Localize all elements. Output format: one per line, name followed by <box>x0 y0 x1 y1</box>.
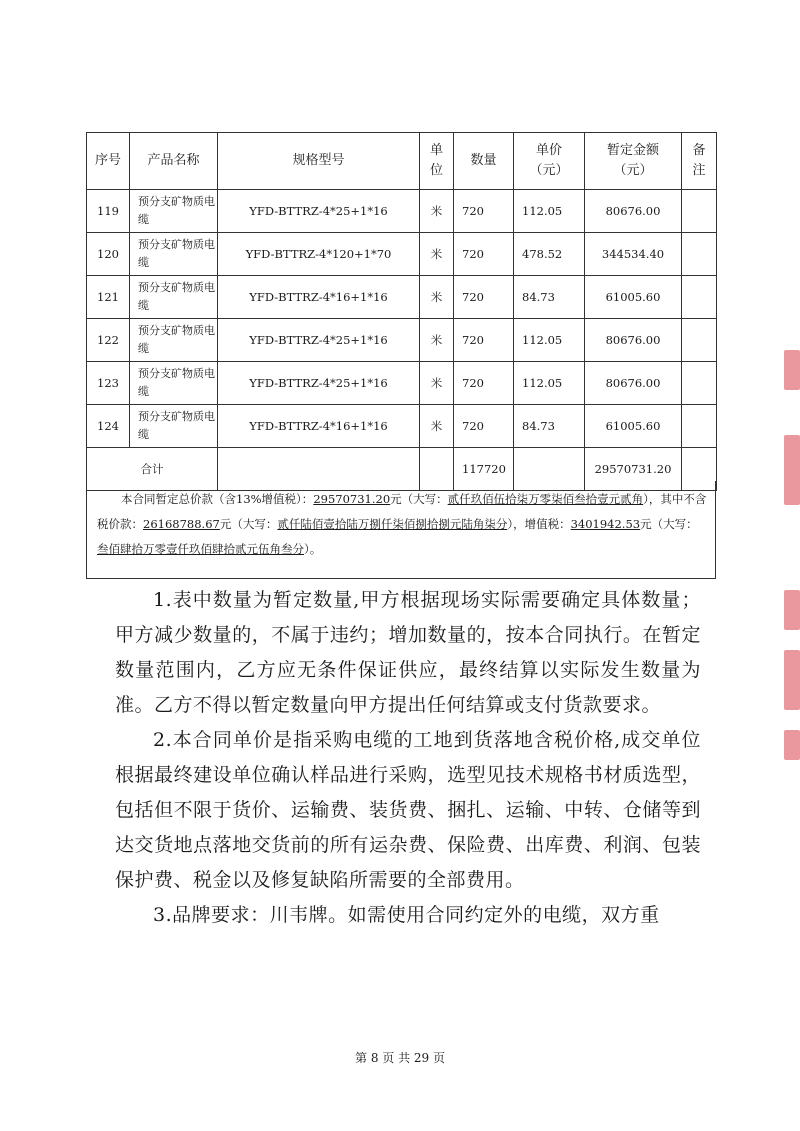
summary-text-5: ），增值税： <box>507 517 571 531</box>
cell-unit: 米 <box>420 276 454 319</box>
table-row <box>87 190 717 233</box>
cell-remark <box>682 405 717 448</box>
cell-spec: YFD-BTTRZ-4*25+1*16 <box>218 319 420 362</box>
clause-1: 1.表中数量为暂定数量,甲方根据现场实际需要确定具体数量；甲方减少数量的，不属于违约；增加数量的，按本合同执行。在暂定数量范围内，乙方应无条件保证供应，最终结算以实际发生数量为准。乙方不得以暂定数量向甲方提出任何结算或支付货款要求。 <box>115 589 701 716</box>
table-row <box>87 405 717 448</box>
cell-spec: YFD-BTTRZ-4*120+1*70 <box>218 233 420 276</box>
header-amount: 暂定金额（元） <box>585 133 682 190</box>
cell-name: 预分支矿物质电缆 <box>130 362 218 405</box>
total-qty: 117720 <box>454 448 514 491</box>
summary-text-7: ）。 <box>304 542 322 556</box>
cell-unit: 米 <box>420 319 454 362</box>
total-excl-tax-words: 贰仟陆佰壹拾陆万捌仟柒佰捌拾捌元陆角柒分 <box>277 517 508 531</box>
cell-no: 121 <box>87 276 130 319</box>
table-row <box>87 276 717 319</box>
cell-spec: YFD-BTTRZ-4*16+1*16 <box>218 276 420 319</box>
clause-2: 2.本合同单价是指采购电缆的工地到货落地含税价格,成交单位根据最终建设单位确认样品进行采购，选型见技术规格书材质选型，包括但不限于货价、运输费、装货费、捆扎、运输、中转、仓储等到达交货地点落地交货前的所有运杂费、保险费、出库费、利润、包装保护费、税金以及修复缺陷所需要的全部费用。 <box>115 729 701 891</box>
clause-3: 3.品牌要求：川韦牌。如需使用合同约定外的电缆，双方重 <box>153 904 660 926</box>
table-row <box>87 233 717 276</box>
cell-spec: YFD-BTTRZ-4*25+1*16 <box>218 362 420 405</box>
cell-name: 预分支矿物质电缆 <box>130 405 218 448</box>
header-spec: 规格型号 <box>218 133 420 190</box>
cell-amount: 344534.40 <box>585 233 682 276</box>
vat-amount: 3401942.53 <box>570 517 641 531</box>
page-number: 第 8 页 共 29 页 <box>355 1051 445 1065</box>
cell-qty: 720 <box>454 405 514 448</box>
seal-edge-stamp <box>784 350 800 770</box>
cell-qty: 720 <box>454 190 514 233</box>
total-excl-tax: 26168788.67 <box>143 517 220 531</box>
cell-unit: 米 <box>420 405 454 448</box>
cell-unit: 米 <box>420 362 454 405</box>
contract-clauses <box>115 583 701 933</box>
table-row <box>87 362 717 405</box>
table-row <box>87 319 717 362</box>
cell-remark <box>682 276 717 319</box>
summary-text-4: 元（大写： <box>219 517 278 531</box>
total-incl-tax-words: 贰仟玖佰伍拾柒万零柒佰叁拾壹元贰角 <box>447 492 644 506</box>
cell-qty: 720 <box>454 362 514 405</box>
cell-remark <box>682 319 717 362</box>
total-amount: 29570731.20 <box>585 448 682 491</box>
header-no: 序号 <box>87 133 130 190</box>
cell-name: 预分支矿物质电缆 <box>130 190 218 233</box>
cell-remark <box>682 190 717 233</box>
cell-qty: 720 <box>454 233 514 276</box>
cell-amount: 80676.00 <box>585 362 682 405</box>
price-table <box>86 132 717 491</box>
cell-no: 119 <box>87 190 130 233</box>
cell-no: 123 <box>87 362 130 405</box>
cell-name: 预分支矿物质电缆 <box>130 233 218 276</box>
cell-name: 预分支矿物质电缆 <box>130 276 218 319</box>
cell-remark <box>682 362 717 405</box>
cell-qty: 720 <box>454 319 514 362</box>
cell-amount: 80676.00 <box>585 190 682 233</box>
cell-price: 112.05 <box>514 319 585 362</box>
cell-price: 478.52 <box>514 233 585 276</box>
cell-spec: YFD-BTTRZ-4*16+1*16 <box>218 405 420 448</box>
header-unit: 单位 <box>420 133 454 190</box>
cell-price: 84.73 <box>514 405 585 448</box>
table-header-row <box>87 133 717 190</box>
vat-amount-words: 叁佰肆拾万零壹仟玖佰肆拾贰元伍角叁分 <box>97 542 304 556</box>
cell-no: 122 <box>87 319 130 362</box>
total-incl-tax: 29570731.20 <box>313 492 391 506</box>
cell-name: 预分支矿物质电缆 <box>130 319 218 362</box>
summary-text-2: 元（大写： <box>390 492 448 506</box>
summary-text-6: 元（大写： <box>640 517 698 531</box>
cell-remark <box>682 233 717 276</box>
cell-qty: 720 <box>454 276 514 319</box>
cell-unit: 米 <box>420 233 454 276</box>
cell-amount: 61005.60 <box>585 276 682 319</box>
cell-unit: 米 <box>420 190 454 233</box>
cell-price: 112.05 <box>514 362 585 405</box>
summary-text-1: 本合同暂定总价款（含13%增值税）： <box>121 492 314 506</box>
cell-no: 120 <box>87 233 130 276</box>
cell-no: 124 <box>87 405 130 448</box>
cell-amount: 80676.00 <box>585 319 682 362</box>
cell-price: 84.73 <box>514 276 585 319</box>
header-name: 产品名称 <box>130 133 218 190</box>
cell-price: 112.05 <box>514 190 585 233</box>
header-qty: 数量 <box>454 133 514 190</box>
cell-amount: 61005.60 <box>585 405 682 448</box>
cell-spec: YFD-BTTRZ-4*25+1*16 <box>218 190 420 233</box>
total-label: 合计 <box>87 448 218 491</box>
summary-text-3: ），其中不含税价款： <box>97 492 707 531</box>
contract-price-summary <box>86 481 716 579</box>
header-price: 单价（元） <box>514 133 585 190</box>
header-remark: 备注 <box>682 133 717 190</box>
